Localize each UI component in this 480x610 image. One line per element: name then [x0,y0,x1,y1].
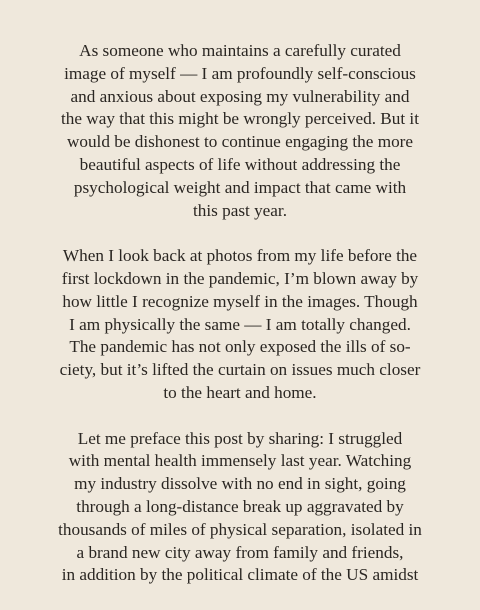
text-line: beautiful aspects of life without addressing the [79,154,401,174]
text-line: first lockdown in the pandemic, I’m blown away by [61,268,419,288]
text-line: a brand new city away from family and friends, [76,542,404,562]
paragraph-intro [10,40,470,222]
text-line: psychological weight and impact that came with [73,177,407,197]
text-line: When I look back at photos from my life before the [62,246,418,266]
text-line: Let me preface this post by sharing: I struggled [77,428,403,448]
text-line: with mental health immensely last year. Watching [68,451,412,471]
text-line: ciety, but it’s lifted the curtain on issues much closer [59,360,421,380]
text-line: and anxious about exposing my vulnerability and [70,86,410,106]
text-line: As someone who maintains a carefully curated [79,41,401,60]
text-line: my industry dissolve with no end in sight, going [74,474,406,494]
text-line: thousands of miles of physical separation, isolated in [58,519,422,539]
post-text [0,40,480,610]
paragraph-preface [10,428,470,588]
text-line: this past year. [192,200,288,220]
text-line: would be dishonest to continue engaging the more [66,132,414,152]
paragraph-lockdown [10,245,470,405]
text-line: The pandemic has not only exposed the ills of so- [69,337,411,357]
text-line: image of myself — I am profoundly self-conscious [64,63,416,83]
text-line: through a long-distance break up aggravated by [76,496,404,516]
text-line: to the heart and home. [163,382,317,402]
text-line: I am physically the same — I am totally changed. [69,314,411,334]
text-line: how little I recognize myself in the images. Though [62,291,418,311]
text-line: the way that this might be wrongly perceived. But it [60,109,419,129]
text-line: in addition by the political climate of the US amidst [61,565,419,585]
